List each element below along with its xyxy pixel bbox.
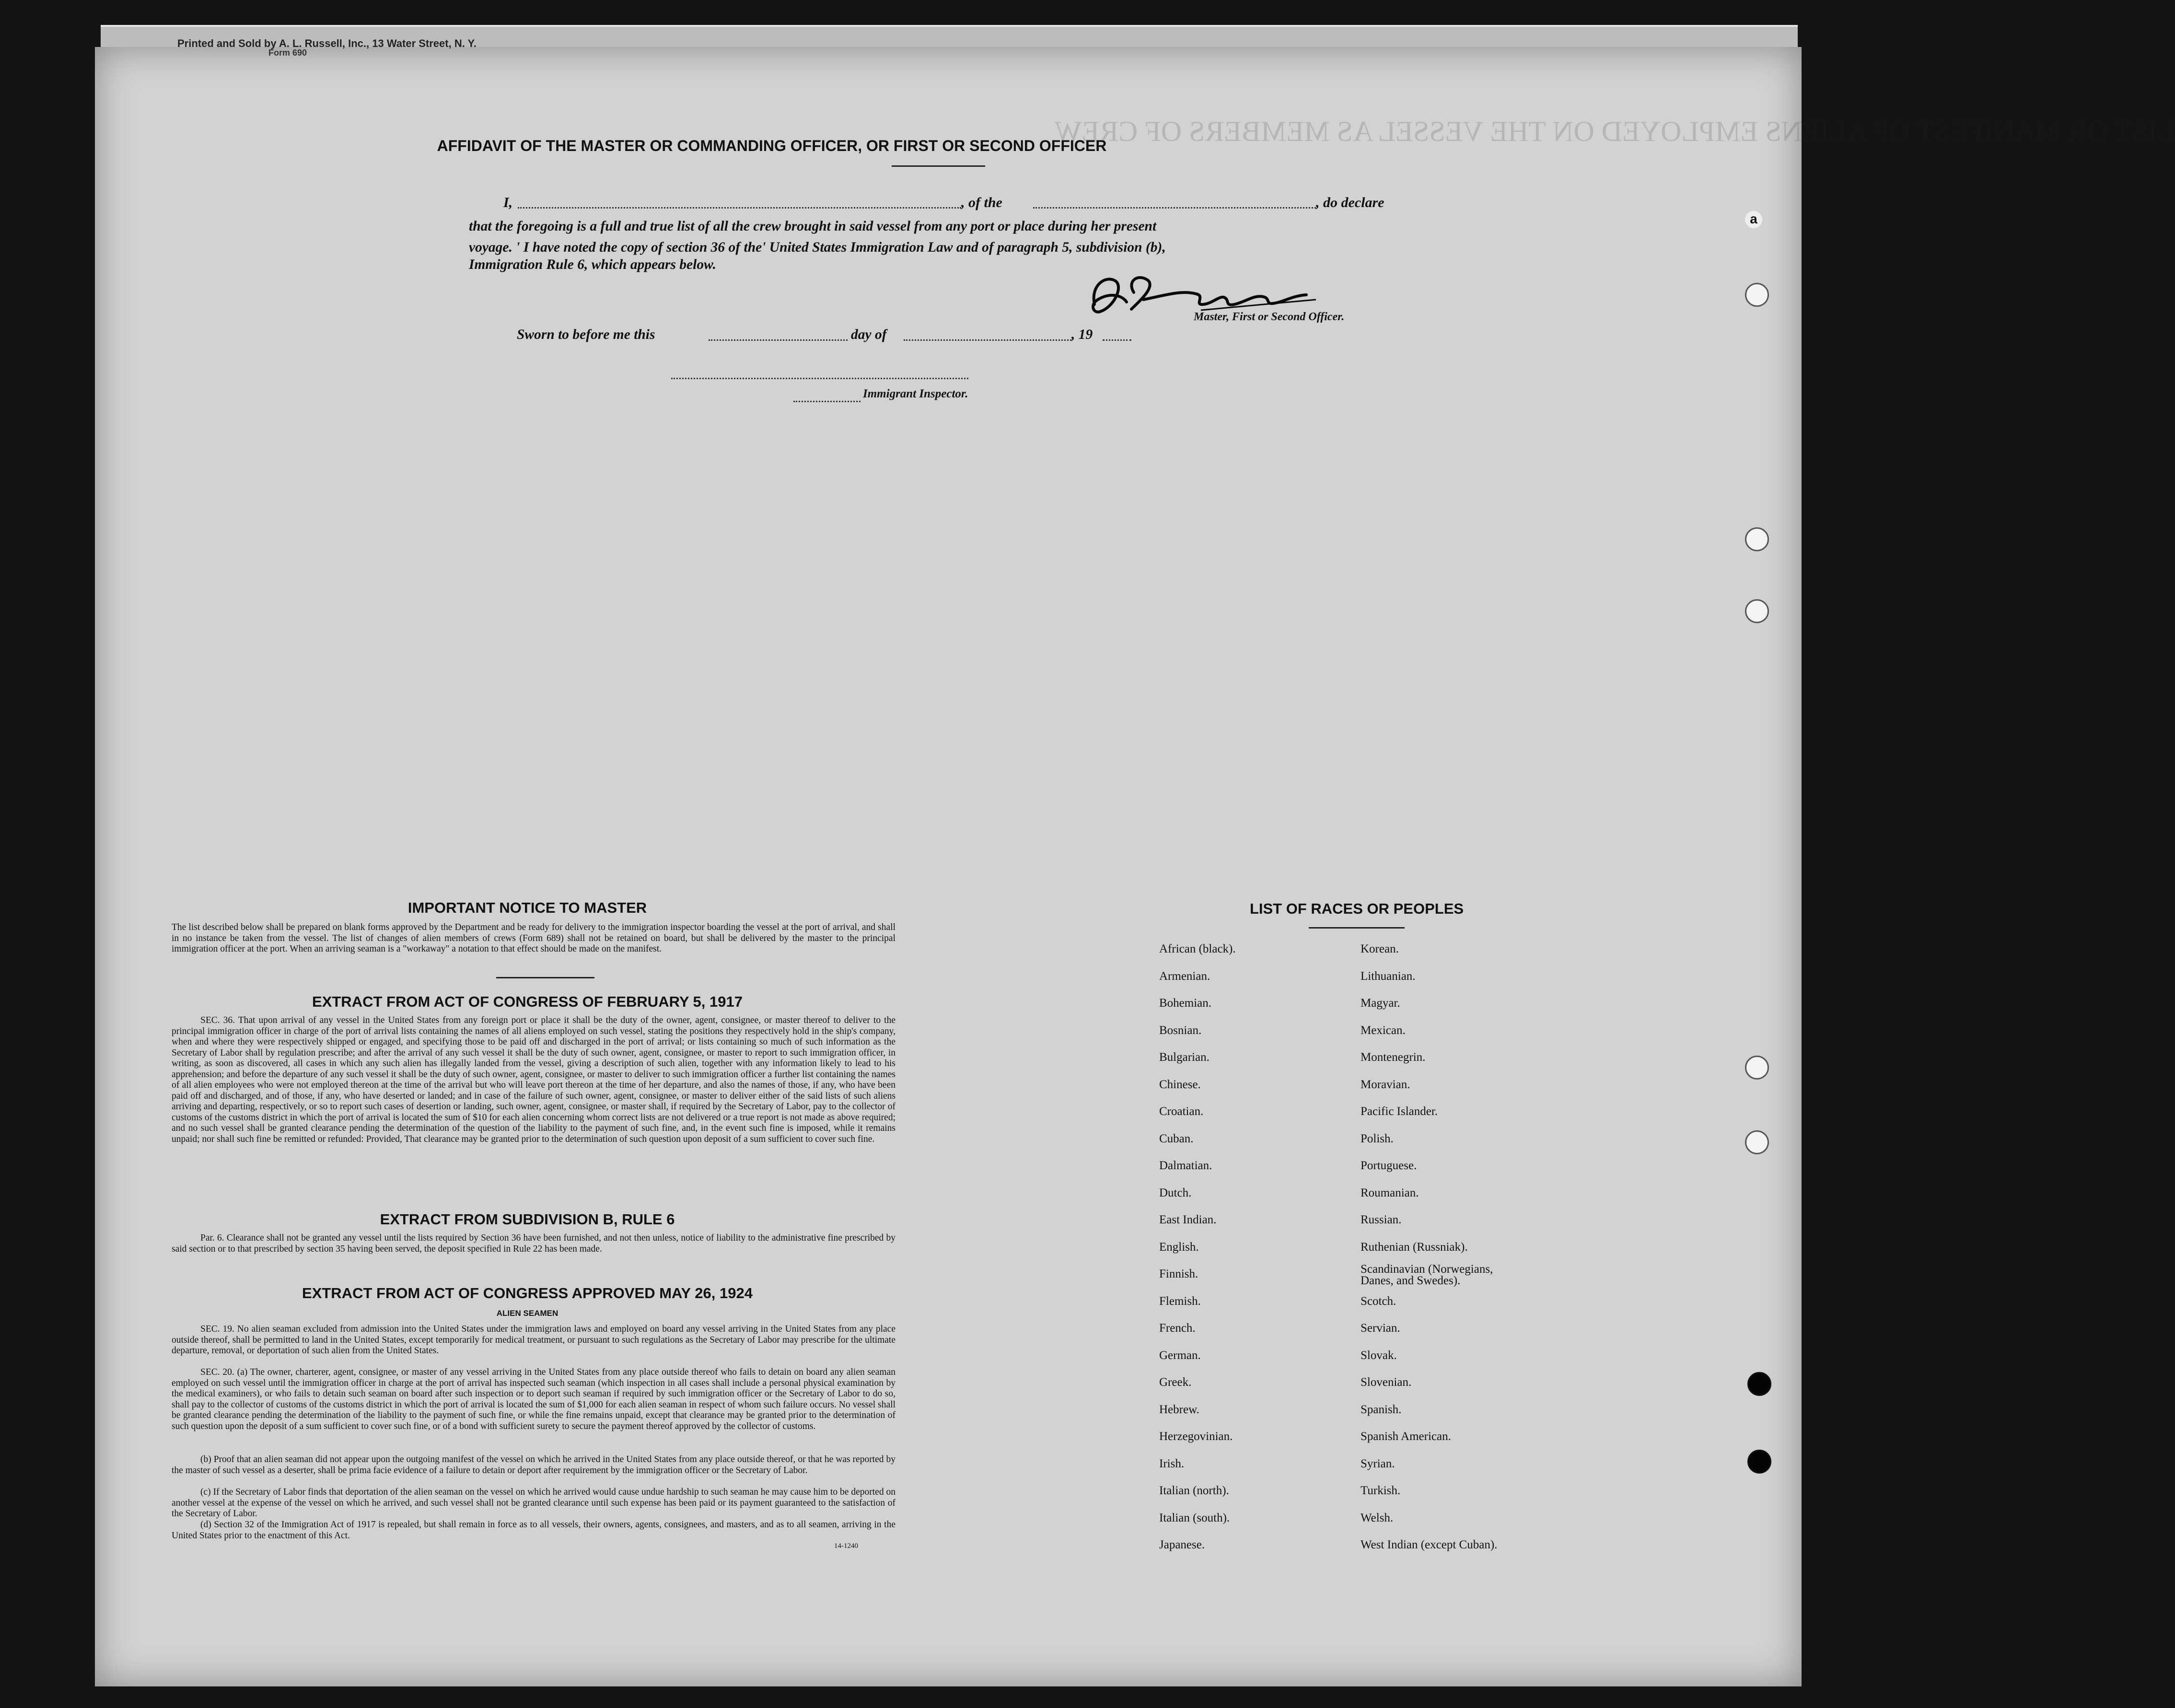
punch-hole: [1745, 1130, 1769, 1154]
extract-rule6-body: Par. 6. Clearance shall not be granted any vessel until the lists required by Section 36 have been furnished, and not then unless, notice of liability to the administrative fine prescribed by said section or to that prescribed by section 35 having been served, the deposit specified in Rule 22 has been made.: [172, 1233, 896, 1254]
race-item: Dutch.: [1159, 1186, 1192, 1199]
race-item: Italian (north).: [1159, 1484, 1229, 1497]
race-item: Mexican.: [1361, 1023, 1406, 1037]
race-item: Syrian.: [1361, 1457, 1395, 1470]
extract-1917-title: EXTRACT FROM ACT OF CONGRESS OF FEBRUARY 5, 1917: [312, 993, 743, 1010]
race-item: East Indian.: [1159, 1213, 1217, 1226]
affidavit-of-the-label: , of the: [961, 195, 1002, 210]
race-item: English.: [1159, 1240, 1199, 1254]
form-code: 14-1240: [834, 1542, 858, 1550]
punch-hole: [1747, 1450, 1771, 1474]
race-item: Cuban.: [1159, 1132, 1194, 1145]
race-item: Pacific Islander.: [1361, 1105, 1438, 1118]
punch-hole: [1745, 1056, 1769, 1080]
printer-line: Printed and Sold by A. L. Russell, Inc., 13 Water Street, N. Y.: [177, 37, 477, 49]
extract-1924-sec20c: (c) If the Secretary of Labor finds that deportation of the alien seaman on the vessel on which he arrived would cause undue hardship to such seaman he may cause him to be deported on another vessel at the expense of the vessel on which he arrived, and such vessel shall not be granted clearance until such expense has been paid or its payment guaranteed to the satisfaction of the Secretary of Labor.: [172, 1487, 896, 1519]
signature-caption: Master, First or Second Officer.: [1194, 311, 1345, 323]
race-item: Irish.: [1159, 1457, 1185, 1470]
race-item: West Indian (except Cuban).: [1361, 1538, 1498, 1551]
extract-1924-subtitle: ALIEN SEAMEN: [496, 1309, 558, 1318]
race-item: Korean.: [1361, 942, 1399, 955]
punch-hole: [1745, 283, 1769, 307]
inspector-caption: Immigrant Inspector.: [863, 387, 968, 400]
race-item: Ruthenian (Russniak).: [1361, 1240, 1468, 1254]
inspector-field-top: [671, 378, 968, 379]
race-item: Croatian.: [1159, 1105, 1204, 1118]
race-item: Bulgarian.: [1159, 1051, 1210, 1064]
race-item: Slovak.: [1361, 1348, 1397, 1362]
manifest-page: [95, 47, 1802, 1686]
margin-mark: a: [1745, 211, 1762, 228]
races-title: LIST OF RACES OR PEOPLES: [1249, 900, 1464, 917]
race-item: German.: [1159, 1348, 1201, 1362]
sworn-year-label: , 19: [1071, 327, 1093, 342]
affidavit-i-label: I,: [503, 195, 513, 210]
race-item: Roumanian.: [1361, 1186, 1419, 1199]
affidavit-declare-label: , do declare: [1316, 195, 1384, 210]
race-item: Magyar.: [1361, 997, 1400, 1010]
form-number: Form 690: [268, 48, 307, 58]
sworn-day-of-label: day of: [851, 327, 887, 342]
notice-title: IMPORTANT NOTICE TO MASTER: [407, 899, 647, 916]
extract-1924-sec20a: SEC. 20. (a) The owner, charterer, agent, consignee, or master of any vessel arriving in the United States from any place outside thereof who fails to detain on board any alien seaman employed on such vessel until the immigration officer in charge at the port of arrival has inspected such seaman (which inspection in all cases shall include a personal physical examination by the medical examiners), or who fails to detain such seaman on board after such inspection or to deport such seaman if required by such immigration officer or the Secretary of Labor to do so, shall pay to the collector of customs of the customs district in which the port of arrival is located the sum of $1,000 for each alien seaman in respect of whom such failure occurs. No vessel shall be granted clearance pending the determination of the liability to the payment of such fine, or while the fine remains unpaid, except that clearance may be granted prior to the determination of such question upon the deposit of a sum sufficient to cover such fine, or of a bond with sufficient surety to secure the payment thereof approved by the collector of customs.: [172, 1367, 896, 1431]
affidavit-vessel-field: [1033, 207, 1316, 209]
punch-hole: [1747, 1372, 1771, 1396]
race-item: Japanese.: [1159, 1538, 1205, 1551]
race-item: Finnish.: [1159, 1267, 1198, 1280]
extract-1917-body: SEC. 36. That upon arrival of any vessel in the United States from any foreign port or place it shall be the duty of the owner, agent, consignee, or master thereof to deliver to the principal immigration officer in charge of the port of arrival lists containing the names of all aliens employed on such vessel, stating the positions they respectively hold in the ship's company, when and where they were respectively shipped or engaged, and specifying those to be paid off and discharged in the port of arrival; or lists containing so much of such information as the Secretary of Labor shall by regulation prescribe; and after the arrival of any such vessel it shall be the duty of such owner, agent, consignee, or master to report to such immigration officer, in writing, as soon as discovered, all cases in which any such alien has illegally landed from the vessel, giving a description of such alien, together with any information likely to lead to his apprehension; and before the departure of any such vessel it shall be the duty of such owner, agent, consignee, or master to deliver to such immigration officer a further list containing the names of all alien employees who were not employed thereon at the time of the arrival but who will leave port thereon at the time of her departure, and also the names of those, if any, who have been paid off and discharged, and of those, if any, who have deserted or landed; and in case of the failure of such owner, agent, consignee, or master to deliver either of the said lists of such aliens arriving and departing, respectively, or so to report such cases of desertion or landing, such owner, agent, consignee, or master shall, if required by the Secretary of Labor, pay to the collector of customs of the customs district in which the port of arrival is located the sum of $10 for each alien concerning whom correct lists are not delivered or a true report is not made as above required; and no such vessel shall be granted clearance pending the determination of the question of the liability to the payment of such fine, and, in the event such fine is imposed, while it remains unpaid; nor shall such fine be remitted or refunded: Provided, That clearance may be granted prior to the determination of such question upon deposit of a sum sufficient to cover such fine.: [172, 1015, 896, 1144]
race-item: Bosnian.: [1159, 1023, 1202, 1037]
race-item: Hebrew.: [1159, 1403, 1199, 1416]
race-item: Italian (south).: [1159, 1511, 1230, 1524]
extract-rule6-title: EXTRACT FROM SUBDIVISION B, RULE 6: [380, 1211, 675, 1228]
race-item: Portuguese.: [1361, 1159, 1417, 1172]
sworn-prefix-label: Sworn to before me this: [517, 327, 655, 342]
affidavit-line-3: voyage. ' I have noted the copy of section 36 of the' United States Immigration Law and of paragraph 5, subdivision (b),: [469, 240, 1166, 255]
affidavit-line-4: Immigration Rule 6, which appears below.: [469, 257, 717, 272]
race-item: Slovenian.: [1361, 1376, 1412, 1389]
race-item: Russian.: [1361, 1213, 1402, 1226]
race-item: African (black).: [1159, 942, 1236, 955]
punch-hole: [1745, 599, 1769, 623]
race-item: Lithuanian.: [1361, 969, 1416, 983]
race-item: Polish.: [1361, 1132, 1394, 1145]
inspector-field: [793, 401, 861, 402]
race-item: Chinese.: [1159, 1078, 1201, 1091]
extract-1924-title: EXTRACT FROM ACT OF CONGRESS APPROVED MAY 26, 1924: [302, 1285, 753, 1301]
sworn-month-field: [904, 339, 1071, 341]
race-item: Dalmatian.: [1159, 1159, 1212, 1172]
extract-1924-sec20b: (b) Proof that an alien seaman did not appear upon the outgoing manifest of the vessel on which he arrived in the United States from any place outside thereof, or that he was reported by the master of such vessel as a deserter, shall be prima facie evidence of a failure to detain or deport after requirement by the immigration officer or the Secretary of Labor.: [172, 1454, 896, 1476]
race-item: Welsh.: [1361, 1511, 1394, 1524]
race-item: Bohemian.: [1159, 997, 1212, 1010]
affidavit-title: AFFIDAVIT OF THE MASTER OR COMMANDING OFFICER, OR FIRST OR SECOND OFFICER: [437, 137, 1107, 154]
races-title-rule: [1309, 927, 1405, 929]
race-item: Flemish.: [1159, 1294, 1201, 1308]
extract-1924-sec19: SEC. 19. No alien seaman excluded from admission into the United States under the immigration laws and employed on board any vessel arriving in the United States from any place outside thereof, shall be permitted to land in the United States, except temporarily for medical treatment, or pursuant to such regulations as the Secretary of Labor may prescribe for the ultimate departure, removal, or deportation of such alien from the United States.: [172, 1324, 896, 1356]
race-item: Armenian.: [1159, 969, 1210, 983]
race-item: Spanish.: [1361, 1403, 1402, 1416]
race-item: Spanish American.: [1361, 1430, 1451, 1443]
race-item: Scandinavian (Norwegians, Danes, and Swedes).: [1361, 1263, 1493, 1287]
race-item: Servian.: [1361, 1322, 1400, 1335]
race-item: Greek.: [1159, 1376, 1192, 1389]
sworn-day-field: [709, 339, 848, 341]
notice-rule: [496, 977, 594, 978]
race-item: Turkish.: [1361, 1484, 1401, 1497]
affidavit-title-rule: [892, 165, 985, 167]
affidavit-name-field: [518, 207, 961, 209]
sworn-year-field: [1103, 339, 1131, 341]
punch-hole: [1745, 527, 1769, 551]
race-item: Montenegrin.: [1361, 1051, 1426, 1064]
race-item: Scotch.: [1361, 1294, 1396, 1308]
affidavit-line-2: that the foregoing is a full and true list of all the crew brought in said vessel from any port or place during her present: [469, 219, 1157, 234]
race-item: Moravian.: [1361, 1078, 1410, 1091]
race-item: French.: [1159, 1322, 1196, 1335]
extract-1924-sec20d: (d) Section 32 of the Immigration Act of 1917 is repealed, but shall remain in force as to all vessels, their owners, agents, consignees, and masters, and as to all seamen, arriving in the United States prior to the enactment of this Act.: [172, 1520, 896, 1541]
notice-body: The list described below shall be prepared on blank forms approved by the Department and be ready for delivery to the immigration inspector boarding the vessel at the port of arrival, and shall in no instance be taken from the vessel. The list of changes of alien members of crews (Form 689) shall not be retained on board, but shall be delivered by the master to the principal immigration officer at the port. When an arriving seaman is a "workaway" a notation to that effect should be made on the manifest.: [172, 922, 896, 954]
race-item: Herzegovinian.: [1159, 1430, 1233, 1443]
